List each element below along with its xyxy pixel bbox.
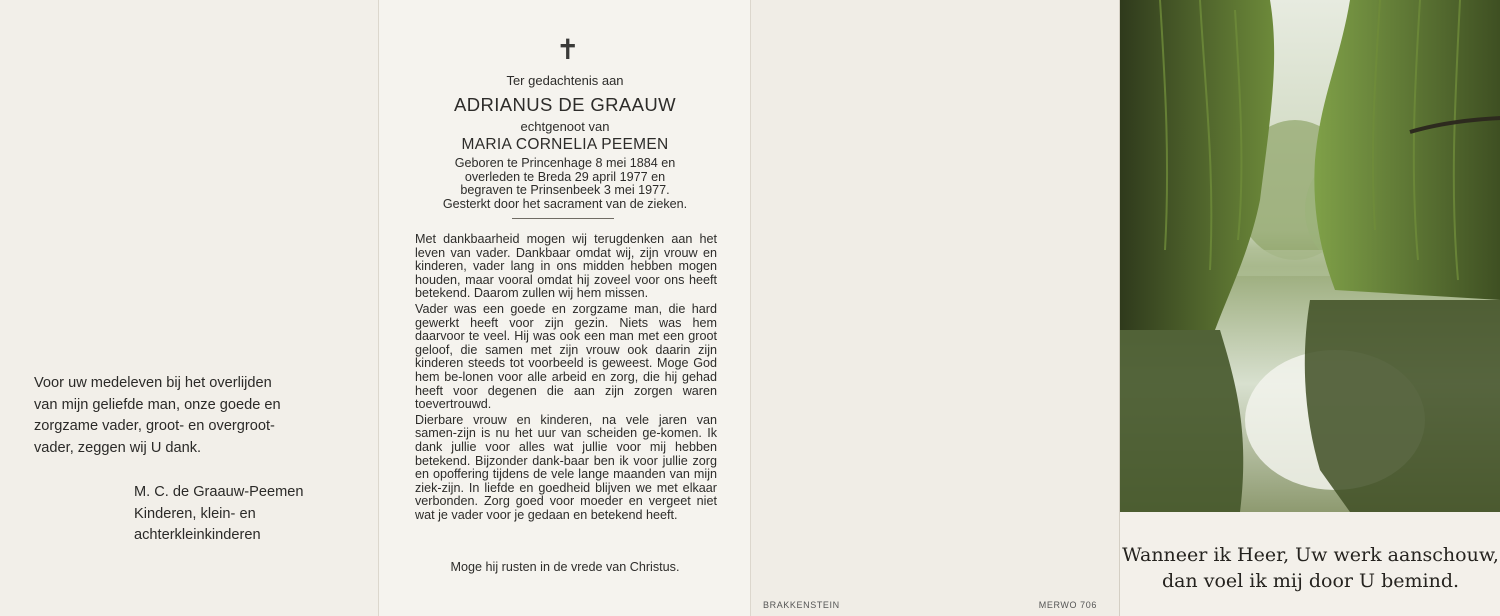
thanks-message [34, 373, 336, 459]
deceased-name: ADRIANUS DE GRAAUW [453, 94, 677, 115]
family-signature [134, 482, 304, 547]
signature-line: Kinderen, klein- en [134, 505, 256, 522]
dates-line: Geboren te Princenhage 8 mei 1884 en [454, 156, 676, 170]
thanks-line: zorgzame vader, groot- en overgroot- [34, 418, 275, 434]
willow-pond-photo [1120, 0, 1500, 512]
verse-line: dan voel ik mij door U bemind. [1161, 570, 1460, 592]
thanks-line: Voor uw medeleven bij het overlijden [34, 375, 272, 391]
cover-panel [1119, 0, 1500, 616]
divider [512, 218, 614, 219]
signature-line: M. C. de Graauw-Peemen [134, 484, 304, 500]
memorial-panel [378, 0, 750, 616]
memorial-paragraph: Vader was een goede en zorgzame man, die hard gewerkt heeft voor zijn gezin. Niets was hem daarvoor te veel. Hij was ook een man met een groot geloof, die samen met zijn vrouw ook daarin zijn kinderen steeds tot voorbeeld is geweest. Moge God hem be-lonen voor alle arbeid en zorg, die hij gehad heeft voor degenen die aan zijn zorgen waren toevertrouwd. [415, 301, 717, 412]
spouse-intro: echtgenoot van [520, 119, 610, 134]
memorial-intro: Ter gedachtenis aan [506, 73, 624, 88]
back-panel [750, 0, 1119, 616]
closing-prayer: Moge hij rusten in de vrede van Christus. [450, 560, 680, 574]
dates-line: overleden te Breda 29 april 1977 en [464, 169, 666, 184]
printer-name: BRAKKENSTEIN [763, 600, 840, 610]
verse-line: Wanneer ik Heer, Uw werk aanschouw, [1122, 544, 1499, 566]
memorial-paragraph: Dierbare vrouw en kinderen, na vele jaren van samen-zijn is nu het uur van scheiden ge-komen. Ik dank jullie voor alles wat jullie voor mij hebben betekend. Bijzonder dank-baar ben ik voor jullie zorg en opoffering tijdens de vele lange maanden van mijn ziek-zijn. In liefde en goedheid blijven we met elkaar verbonden. Zorg goed voor moeder en vergeet niet wat je vader voor je gedaan en betekend heeft. [415, 412, 717, 522]
spouse-name: MARIA CORNELIA PEEMEN [461, 136, 669, 153]
thanks-line: van mijn geliefde man, onze goede en [34, 396, 281, 413]
dates-line: Gesterkt door het sacrament van de zieken. [442, 196, 688, 211]
signature-line: achterkleinkinderen [134, 527, 261, 543]
cross-icon: ✝ [556, 33, 580, 66]
memorial-text [415, 233, 717, 524]
thanks-line: vader, zeggen wij U dank. [34, 439, 202, 456]
verse [1120, 542, 1500, 594]
memorial-paragraph: Met dankbaarheid mogen wij terugdenken aan het leven van vader. Dankbaar omdat wij, zijn vrouw en kinderen, vader lang in ons midden hebben mogen houden, maar vooral omdat hij zoveel voor ons heeft betekend. Daarom zullen wij hem missen. [415, 232, 717, 301]
life-dates [379, 157, 751, 211]
dates-line: begraven te Prinsenbeek 3 mei 1977. [460, 183, 670, 198]
thanks-panel [0, 0, 378, 616]
printer-code: MERWO 706 [1038, 600, 1097, 610]
